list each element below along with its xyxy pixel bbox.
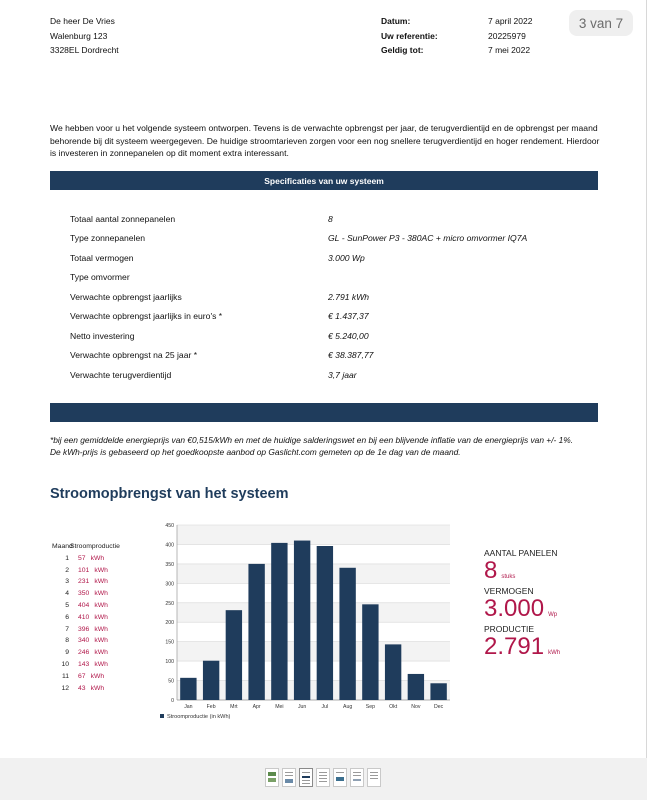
production-kwh: 67 [78,672,86,680]
production-unit: kWh [94,625,108,633]
production-row [52,612,120,624]
production-month: 10 [61,660,69,668]
spec-label: Type zonnepanelen [70,233,146,244]
spec-value: € 1.437,37 [328,311,369,322]
production-bar-chart [150,517,455,725]
x-tick-label: Jun [297,704,307,710]
specs-header-band: Specificaties van uw systeem [50,171,598,190]
production-value [78,612,108,624]
production-kwh: 101 [78,566,90,574]
spec-row [70,248,590,268]
production-value [78,683,104,695]
x-tick-label: Dec [434,704,444,710]
page-thumbnail-3[interactable] [299,768,313,787]
production-month: 6 [65,613,69,621]
production-row [52,647,120,659]
y-tick-label: 50 [168,678,174,685]
spec-value: GL - SunPower P3 - 380AC + micro omvormer IQ7A [328,233,528,244]
page-thumbnail-7[interactable] [367,768,381,787]
recipient-name: De heer De Vries [50,16,115,26]
spec-value: 3.000 Wp [328,252,365,263]
production-kwh: 404 [78,601,90,609]
spec-label: Verwachte opbrengst na 25 jaar * [70,350,198,361]
spec-row [70,287,590,307]
spec-label: Netto investering [70,330,135,341]
production-table-header [52,541,120,553]
page-thumbnail-strip [0,758,647,800]
y-tick-label: 250 [165,600,174,607]
production-kwh: 231 [78,578,90,586]
production-row [52,624,120,636]
production-value: 2.791 [484,633,545,660]
production-month: 8 [65,637,69,645]
spec-value: € 38.387,77 [328,350,374,361]
page-indicator: 3 van 7 [569,10,633,36]
y-tick-label: 0 [171,698,174,704]
production-month: 5 [65,601,69,609]
spec-label: Verwachte opbrengst jaarlijks [70,291,182,302]
x-tick-label: Mrt [230,704,238,710]
specs-footer-band [50,403,598,422]
production-unit: kWh [548,650,561,656]
production-month: 11 [61,672,69,680]
x-tick-label: Apr [252,704,261,710]
meta-valid-until: Geldig tot: 7 mei 2022 [381,45,531,55]
production-unit: kWh [94,649,108,657]
production-row [52,588,120,600]
page-thumbnail-2[interactable] [282,768,296,787]
spec-row [70,365,590,385]
bar-okt [385,644,401,700]
spec-row [70,229,590,249]
x-tick-label: Mei [275,704,284,710]
y-tick-label: 300 [165,581,174,588]
production-kwh: 143 [78,660,90,668]
panels-label: AANTAL PANELEN [484,548,558,558]
spec-row [70,209,590,229]
power-label: VERMOGEN [484,586,534,596]
production-row [52,553,120,565]
power-unit: Wp [548,612,558,618]
production-month: 7 [65,625,69,633]
spec-label: Type omvormer [70,272,130,283]
bar-jun [294,541,310,700]
production-value [78,659,108,671]
production-stat [484,635,560,659]
production-row [52,683,120,695]
production-label: PRODUCTIE [484,624,535,634]
spec-value: 8 [328,213,333,224]
production-month: 12 [61,684,69,692]
production-unit: kWh [94,590,108,598]
meta-date: Datum: 7 april 2022 [381,16,533,26]
y-tick-label: 100 [165,659,174,666]
bar-feb [203,661,219,700]
production-kwh: 246 [78,649,90,657]
plot-band [177,525,450,544]
y-tick-label: 350 [165,561,174,568]
x-tick-label: Jul [321,704,329,710]
production-kwh: 410 [78,613,90,621]
bar-aug [339,568,355,700]
x-tick-label: Feb [206,704,216,710]
production-column-header: Stroomproductie [70,543,120,550]
y-tick-label: 450 [165,523,174,529]
production-row [52,635,120,647]
spec-label: Verwachte terugverdientijd [70,369,172,380]
production-unit: kWh [90,554,105,562]
recipient-city: 3328EL Dordrecht [50,45,119,55]
production-unit: kWh [94,613,108,621]
page-thumbnail-6[interactable] [350,768,364,787]
bar-mrt [226,610,242,700]
spec-row [70,268,590,288]
month-column-header: Maand [52,543,73,550]
production-unit: kWh [94,660,108,668]
power-value: 3.000 [484,595,545,622]
production-table [52,541,120,694]
production-value [78,624,108,636]
document-meta [381,14,532,58]
y-tick-label: 150 [165,639,174,646]
bar-sep [362,604,378,700]
y-tick-label: 400 [165,542,174,549]
production-value [78,576,108,588]
panels-stat [484,559,560,583]
panels-value: 8 [484,557,498,584]
production-month: 1 [65,554,69,562]
specs-table [70,209,590,385]
production-value [78,635,108,647]
x-tick-label: Nov [411,704,421,710]
legend-label: Stroomproductie (in kWh) [167,714,231,720]
production-kwh: 43 [78,684,86,692]
plot-band [177,603,450,622]
bar-apr [248,564,264,700]
footnote-energy-price: *bij een gemiddelde energieprijs van €0,515/kWh en met de huidige salderingswet en bij een blijvende inflatie van de energieprijs van +/- 1%. [50,435,574,445]
recipient-address [50,14,119,58]
intro-paragraph: We hebben voor u het volgende systeem ontworpen. Tevens is de verwachte opbrengst per jaar, de terugverdientijd en de opbrengst per maand behorende bij dit systeem weergegeven. De huidige stroomtarieven zorgen voor een nog snellere terugverdientijd en hoger rendement. Hierdoor is investeren in zonnepanelen op dit moment extra interessant. [50,123,600,159]
spec-value: € 5.240,00 [328,330,369,341]
production-row [52,576,120,588]
production-month: 3 [65,578,69,586]
production-value [78,553,104,565]
spec-value: 3,7 jaar [328,369,357,380]
production-row [52,565,120,577]
footnote [50,434,610,458]
production-rows [52,553,120,695]
power-stat [484,597,560,621]
panels-unit: stuks [501,574,516,580]
system-stats [484,548,560,659]
page-thumbnail-5[interactable] [333,768,347,787]
production-value [78,588,108,600]
bar-jan [180,678,196,700]
production-kwh: 350 [78,590,90,598]
spec-label: Verwachte opbrengst jaarlijks in euro's * [70,311,223,322]
production-month: 9 [65,649,69,657]
production-unit: kWh [94,601,108,609]
x-tick-label: Okt [389,704,398,710]
production-unit: kWh [94,566,108,574]
production-unit: kWh [94,578,108,586]
production-unit: kWh [94,637,108,645]
production-month: 4 [65,590,69,598]
spec-row [70,326,590,346]
production-unit: kWh [90,684,105,692]
page-thumbnail-1[interactable] [265,768,279,787]
production-value [78,647,108,659]
meta-reference: Uw referentie: 20225979 [381,30,526,41]
production-kwh: 396 [78,625,90,633]
bar-jul [317,546,333,700]
bar-dec [430,683,446,700]
production-value [78,600,108,612]
production-row [52,659,120,671]
spec-label: Totaal aantal zonnepanelen [70,213,176,224]
spec-value: 2.791 kWh [328,291,370,302]
x-tick-label: Jan [184,704,193,710]
spec-row [70,346,590,366]
production-kwh: 340 [78,637,90,645]
production-value [78,565,108,577]
production-row [52,600,120,612]
y-tick-label: 200 [165,620,174,627]
plot-band [177,564,450,583]
page-thumbnail-4[interactable] [316,768,330,787]
production-row [52,671,120,683]
legend-swatch [160,714,164,718]
spec-label: Totaal vermogen [70,252,134,263]
production-title: Stroomopbrengst van het systeem [50,486,289,502]
bar-nov [408,674,424,700]
production-month: 2 [65,566,69,574]
production-kwh: 57 [78,554,86,562]
footnote-kwh-source: De kWh-prijs is gebaseerd op het goedkoopste aanbod op Gaslicht.com gemeten op de 1e dag van de maand. [50,447,461,458]
production-unit: kWh [90,672,105,680]
x-tick-label: Sep [365,704,375,710]
x-tick-label: Aug [343,704,353,710]
bar-mei [271,543,287,700]
spec-row [70,307,590,327]
plot-band [177,642,450,661]
recipient-street: Walenburg 123 [50,30,108,41]
production-value [78,671,104,683]
